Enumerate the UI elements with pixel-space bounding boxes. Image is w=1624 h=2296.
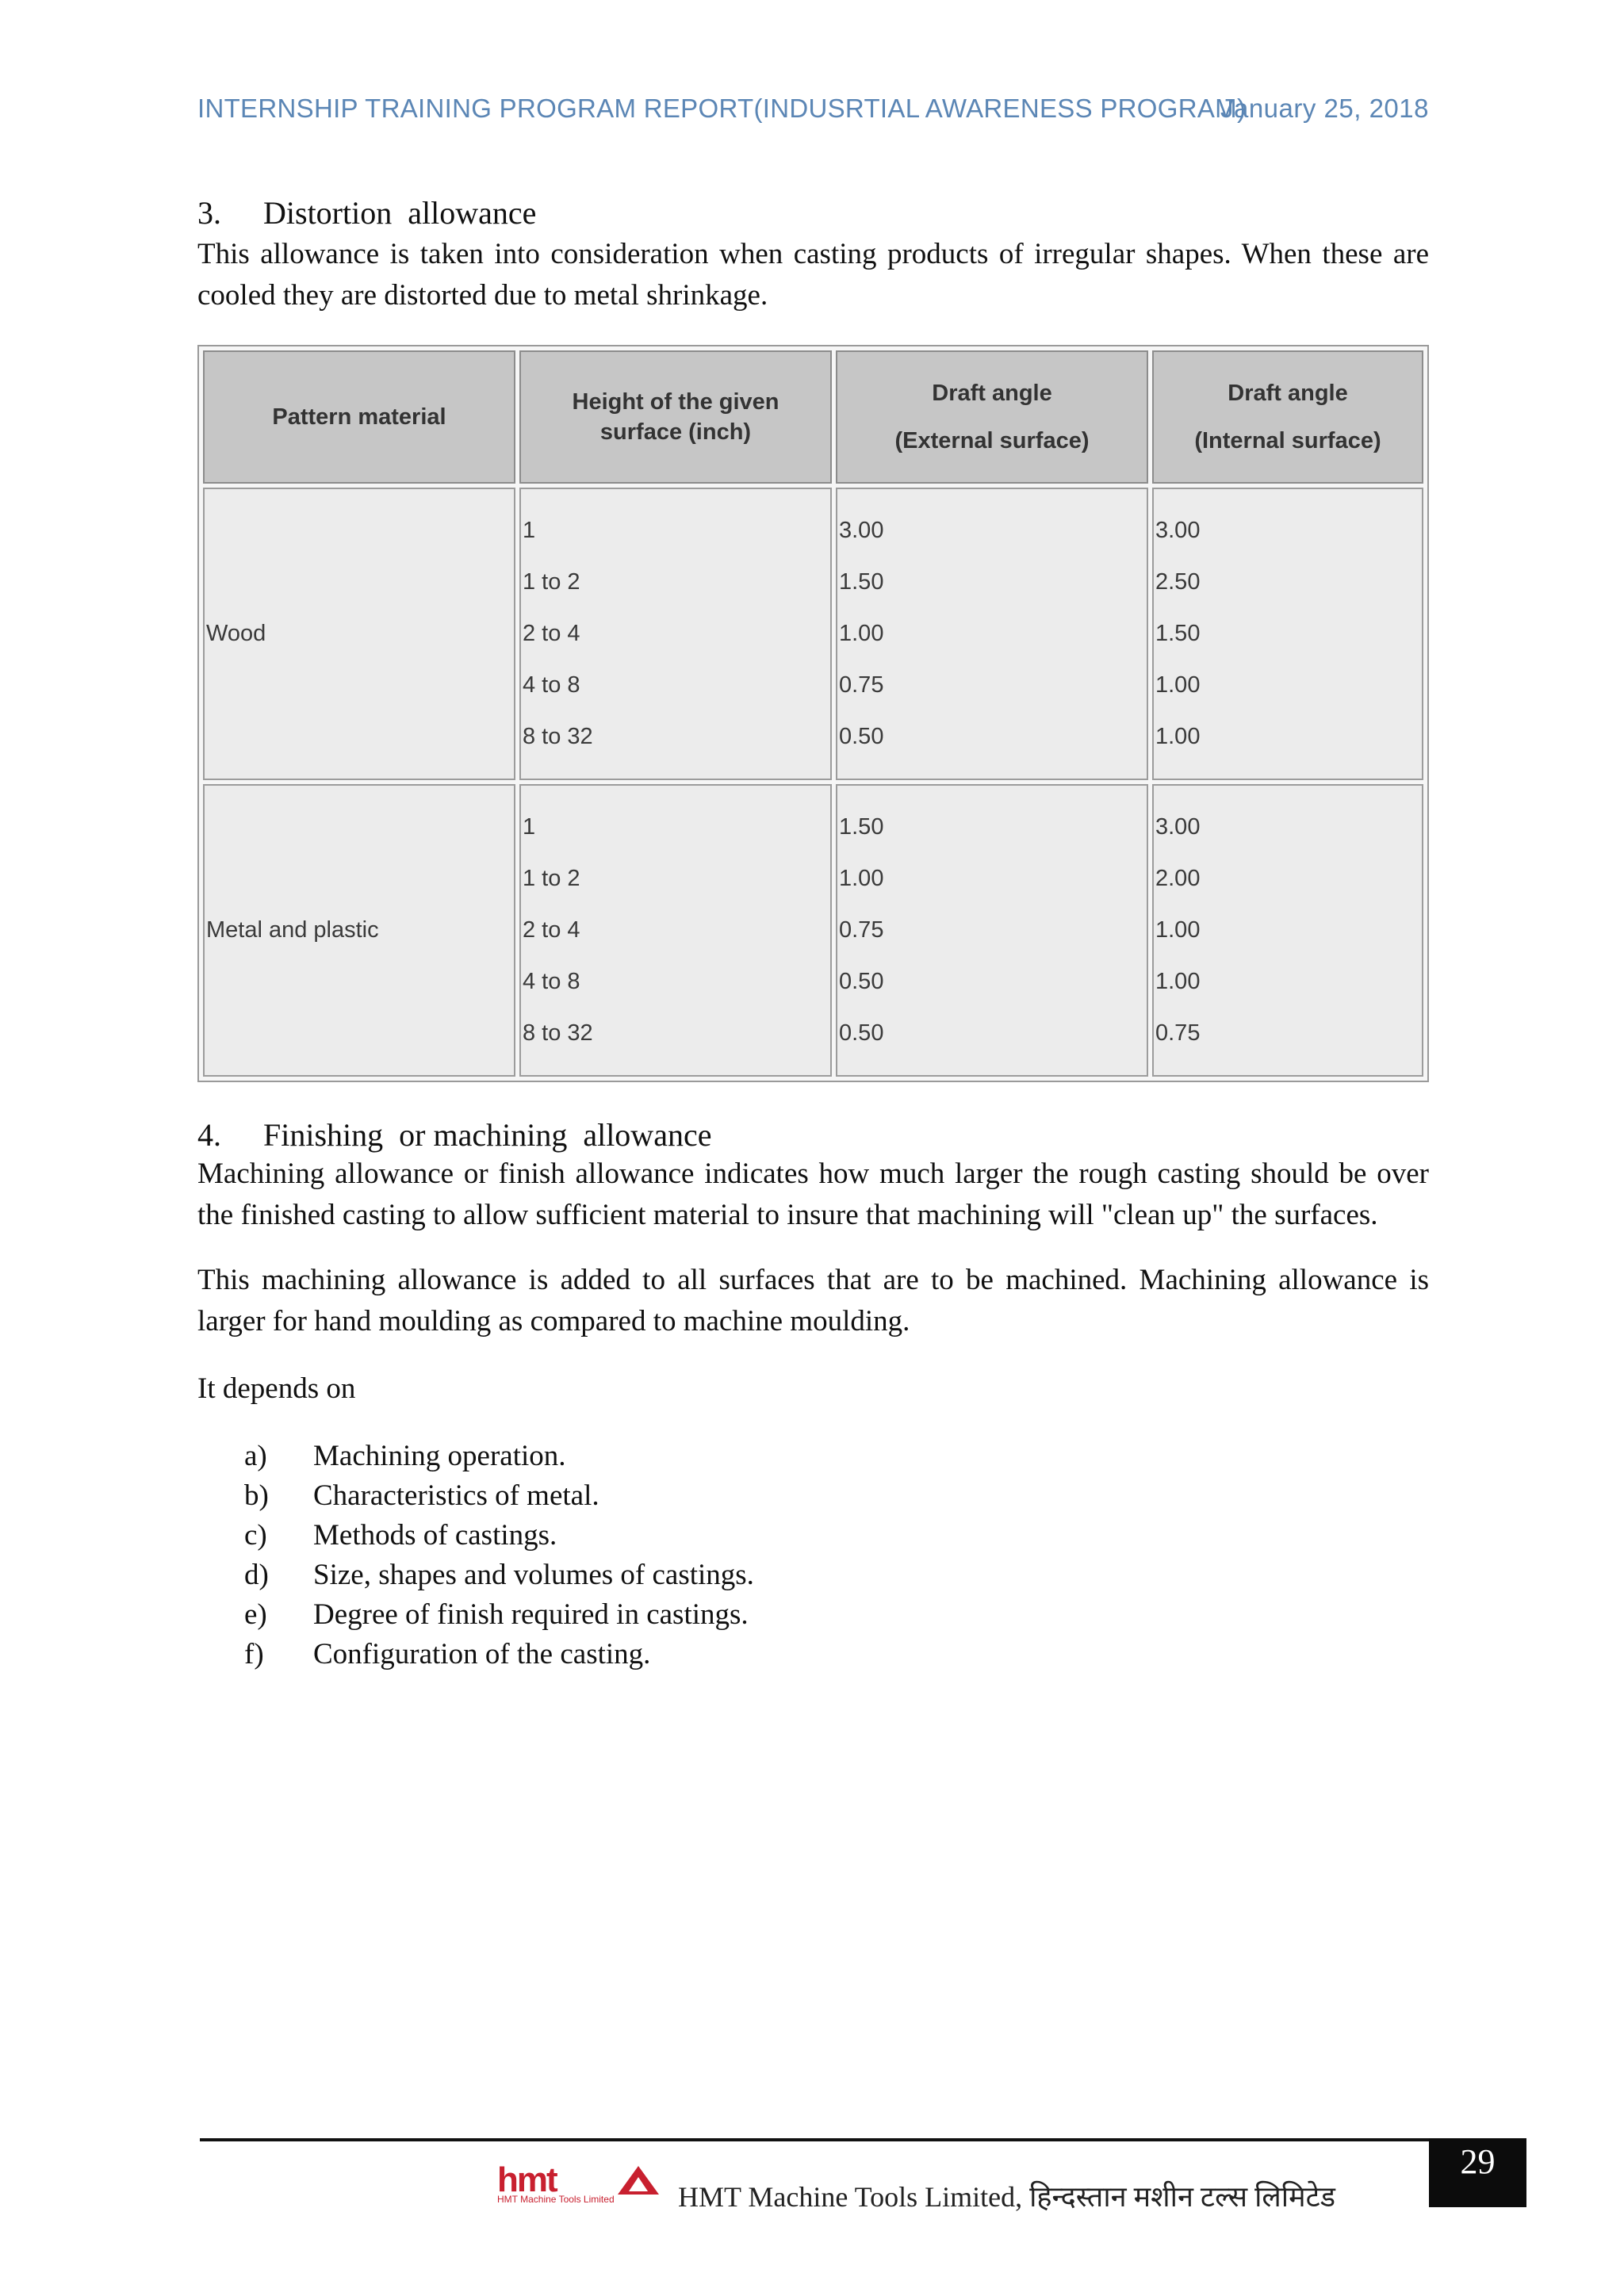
footer-company-name: HMT Machine Tools Limited, हिन्दस्तान मशीन टल्स लिमिटेड [678,2181,1336,2213]
section-3-paragraph: This allowance is taken into consideration when casting products of irregular shapes. When these are cooled they are distorted due to metal shrinkage. [197,238,1429,312]
section-number: 4. [197,1117,221,1153]
list-item: c) Methods of castings. [244,1519,557,1552]
list-item: f) Configuration of the casting. [244,1638,651,1670]
header-internal-draft: Draft angle (Internal surface) [1152,350,1423,484]
material-cell: Metal and plastic [203,784,515,1077]
header-external-draft: Draft angle (External surface) [836,350,1148,484]
heights-cell: 1 1 to 2 2 to 4 4 to 8 8 to 32 [519,784,832,1077]
section-title: Distortion allowance [263,195,537,231]
section-number: 3. [197,195,221,231]
list-item: b) Characteristics of metal. [244,1479,599,1512]
internal-angle-cell: 3.00 2.00 1.00 1.00 0.75 [1152,784,1423,1077]
depends-on-intro: It depends on [197,1372,356,1405]
section-4-paragraph-2: This machining allowance is added to all surfaces that are to be machined. Machining allowance is larger for hand moulding as compared to machine moulding. [197,1264,1429,1337]
hmt-logo [496,2163,678,2204]
section-4-paragraph-1: Machining allowance or finish allowance indicates how much larger the rough casting should be over the finished casting to allow sufficient material to insure that machining will "clean up" the surfaces. [197,1158,1429,1231]
table-row [203,488,1423,780]
section-3-heading [197,194,536,232]
report-title: INTERNSHIP TRAINING PROGRAM REPORT(INDUSRTIAL AWARENESS PROGRAM) [197,94,1247,123]
section-title: Finishing or machining allowance [263,1117,712,1153]
svg-text:hmt: hmt [497,2163,557,2199]
internal-angle-cell: 3.00 2.50 1.50 1.00 1.00 [1152,488,1423,780]
table-header-row [203,350,1423,484]
header-pattern-material: Pattern material [203,350,515,484]
footer-rule [200,2138,1429,2141]
external-angle-cell: 3.00 1.50 1.00 0.75 0.50 [836,488,1148,780]
report-date: January 25, 2018 [1220,94,1429,123]
svg-text:HMT Machine Tools Limited: HMT Machine Tools Limited [497,2194,615,2204]
section-4-heading [197,1116,711,1154]
table-row [203,784,1423,1077]
external-angle-cell: 1.50 1.00 0.75 0.50 0.50 [836,784,1148,1077]
page-number: 29 [1429,2138,1526,2207]
heights-cell: 1 1 to 2 2 to 4 4 to 8 8 to 32 [519,488,832,780]
draft-angle-table [197,345,1429,1082]
page-header [197,94,1429,132]
list-item: e) Degree of finish required in castings. [244,1598,749,1631]
material-cell: Wood [203,488,515,780]
factors-list [244,1437,754,1674]
list-item: d) Size, shapes and volumes of castings. [244,1559,754,1591]
header-height: Height of the given surface (inch) [519,350,832,484]
list-item: a) Machining operation. [244,1440,566,1472]
